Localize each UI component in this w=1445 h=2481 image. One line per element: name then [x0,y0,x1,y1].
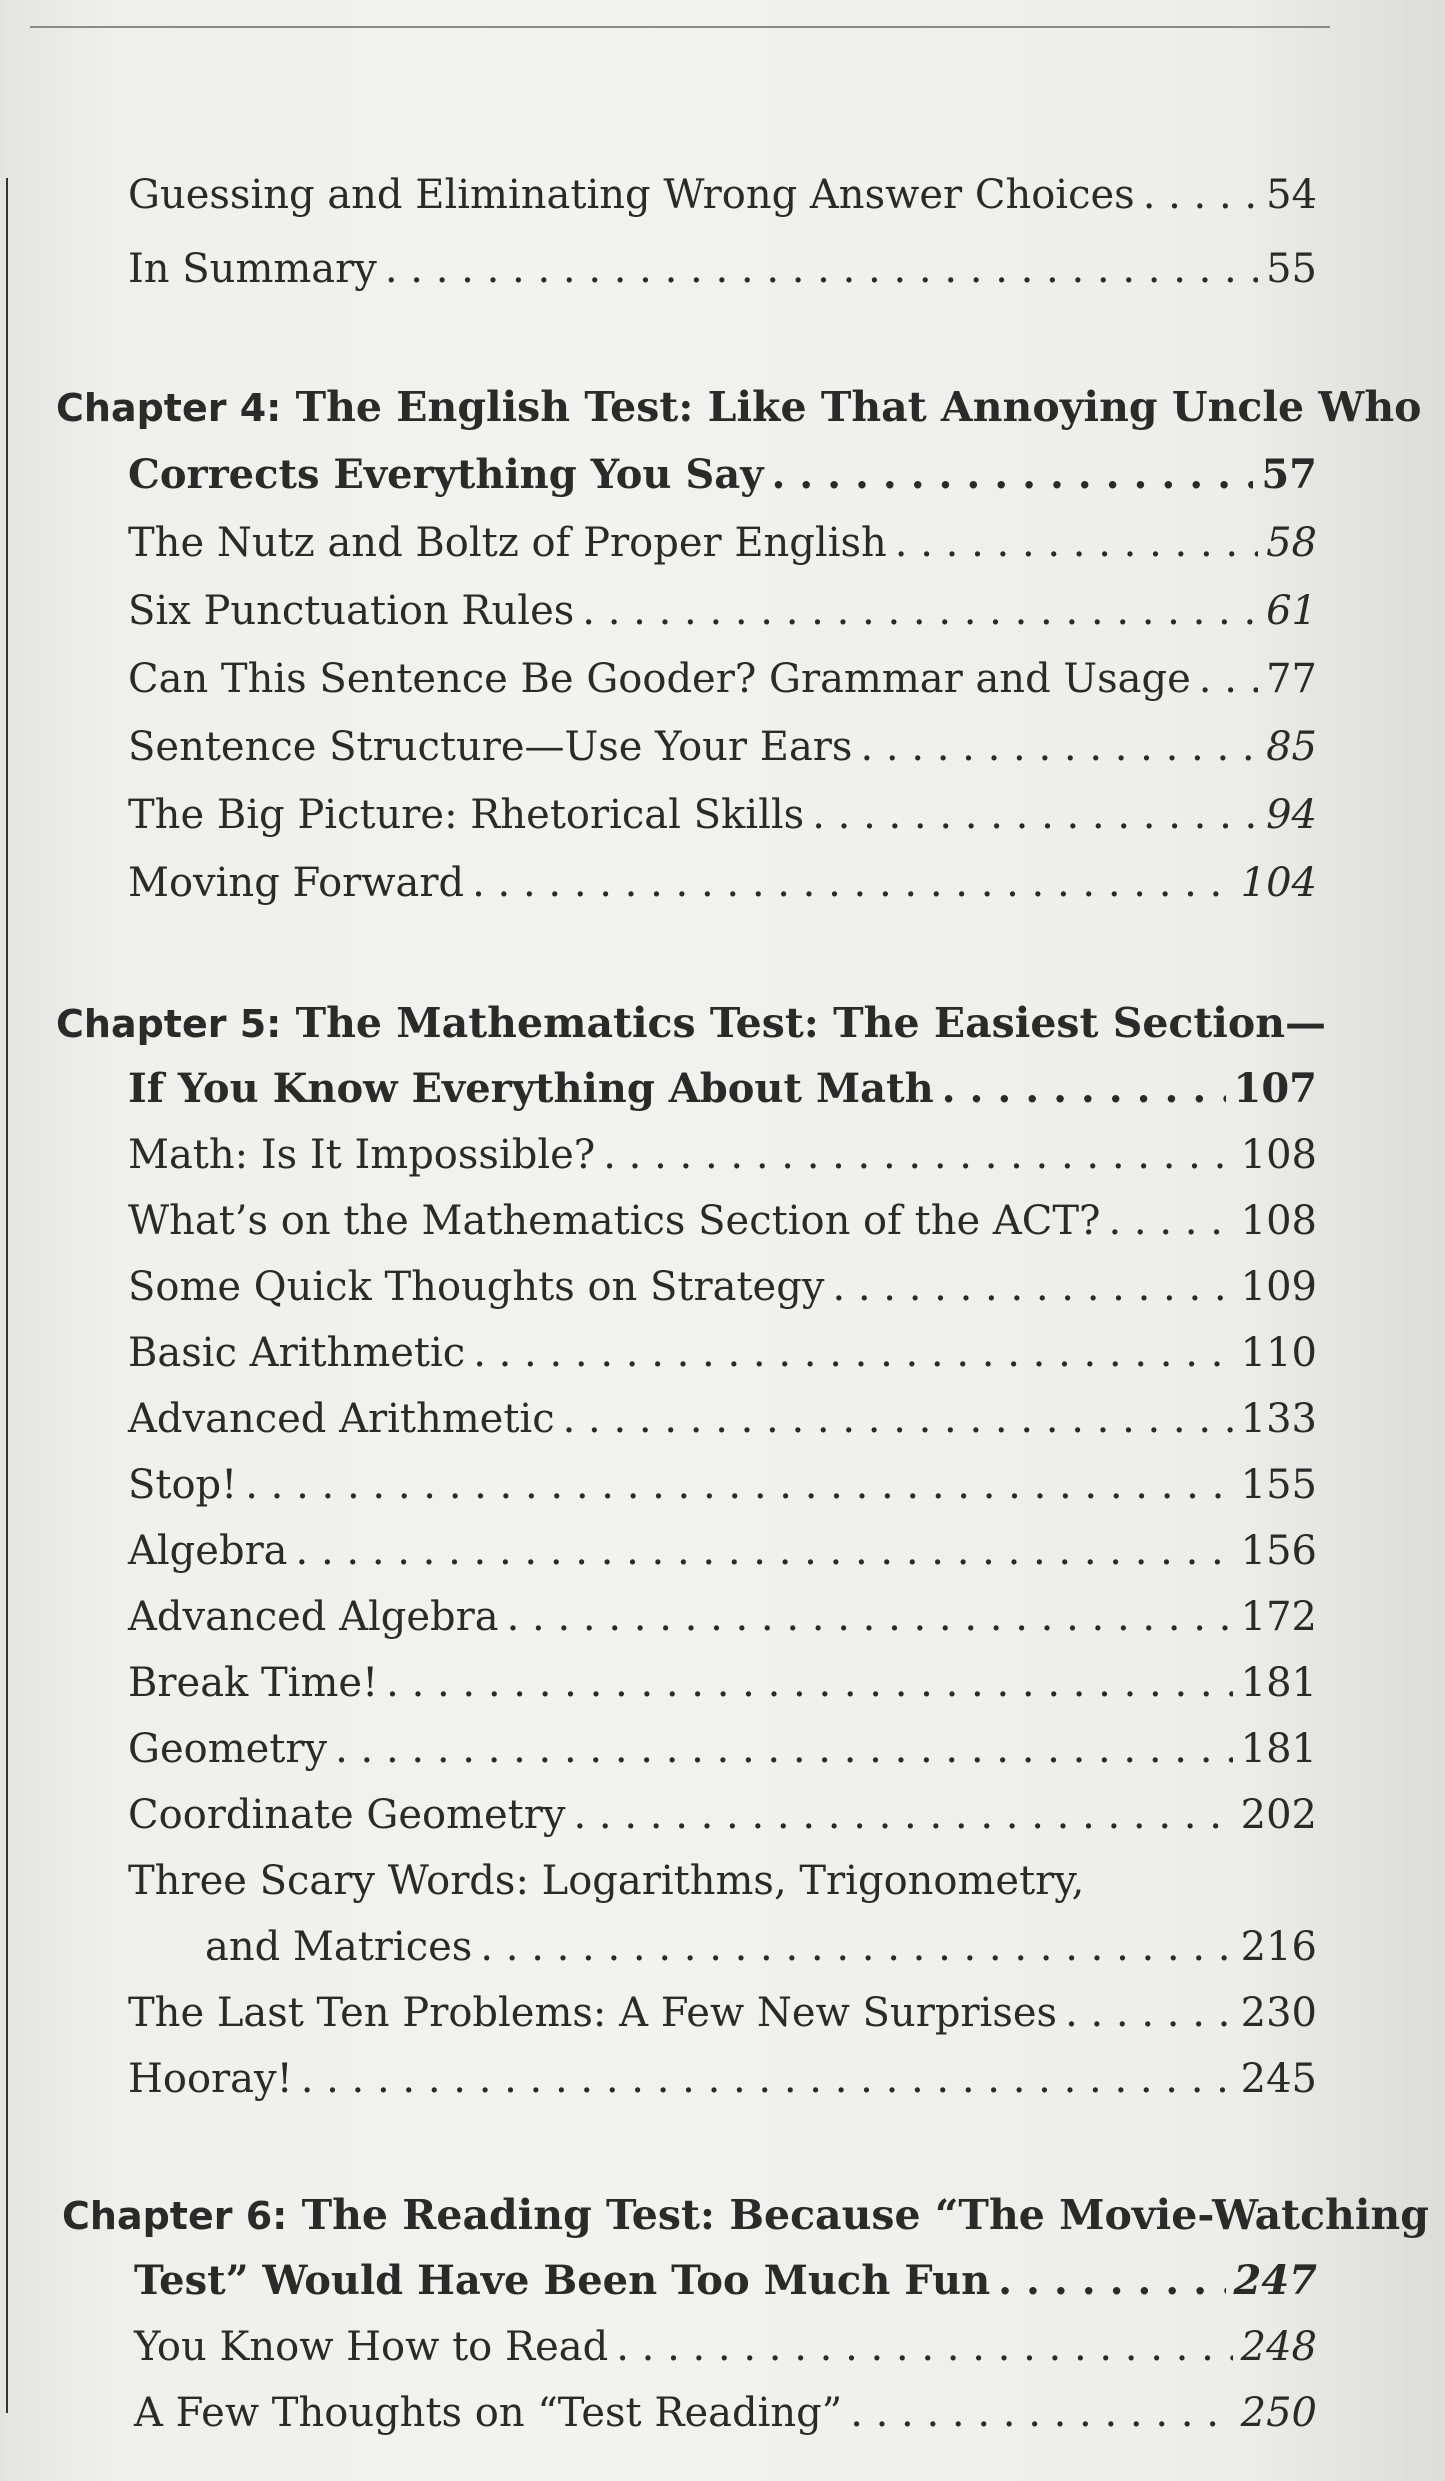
entry-page: 77 [1266,656,1317,702]
toc-entry [205,1922,1317,1972]
dot-leader [507,1592,1233,1642]
entry-title: Hooray! [128,2056,293,2102]
toc-entry [128,858,1317,908]
entry-page: 61 [1266,588,1317,634]
chapter-title-continued [134,2256,1317,2306]
dot-leader [335,1724,1233,1774]
entry-page: 54 [1266,172,1317,218]
dot-leader [1108,1196,1232,1246]
toc-entry [128,518,1317,568]
chapter-title-continued [128,450,1317,500]
dot-leader [616,2322,1232,2372]
chapter-title-line2: Corrects Everything You Say [128,451,764,498]
entry-title: Math: Is It Impossible? [128,1132,596,1178]
entry-page: 181 [1240,1726,1317,1772]
chapter-title-line2: Test” Would Have Been Too Much Fun [134,2257,991,2304]
chapter-number: Chapter 5: [56,1002,282,1046]
chapter-heading [56,382,1422,433]
entry-page: 55 [1266,246,1317,292]
toc-entry [128,1592,1317,1642]
entry-page: 57 [1261,451,1317,498]
entry-page: 109 [1240,1264,1317,1310]
entry-page: 172 [1240,1594,1317,1640]
entry-title: Moving Forward [128,860,465,906]
toc-entry-line1: Three Scary Words: Logarithms, Trigonometry, [128,1858,1085,1904]
dot-leader [771,450,1253,500]
toc-entry [134,2322,1317,2372]
toc-entry [134,2388,1317,2438]
entry-title: The Last Ten Problems: A Few New Surprises [128,1990,1058,2036]
dot-leader [386,1658,1233,1708]
entry-page: 216 [1240,1924,1317,1970]
entry-title: Six Punctuation Rules [128,588,575,634]
dot-leader [573,1790,1232,1840]
entry-page: 230 [1240,1990,1317,2036]
entry-page: 107 [1233,1065,1317,1112]
dot-leader [472,858,1233,908]
entry-page: 247 [1233,2257,1317,2304]
dot-leader [296,1526,1233,1576]
toc-entry [128,2054,1317,2104]
dot-leader [850,2388,1232,2438]
dot-leader [385,244,1258,294]
toc-entry [128,1988,1317,2038]
entry-page: 250 [1240,2390,1317,2436]
dot-leader [812,790,1258,840]
dot-leader [860,722,1258,772]
chapter-heading [62,2190,1429,2241]
dot-leader [895,518,1258,568]
entry-title: Geometry [128,1726,328,1772]
entry-page: 156 [1240,1528,1317,1574]
toc-entry [128,1724,1317,1774]
entry-page: 181 [1240,1660,1317,1706]
entry-title: Can This Sentence Be Gooder? Grammar and Usage [128,656,1191,702]
dot-leader [998,2256,1225,2306]
entry-page: 108 [1240,1198,1317,1244]
entry-title: Stop! [128,1462,238,1508]
entry-page: 202 [1240,1792,1317,1838]
toc-entry [128,722,1317,772]
toc-entry [128,1526,1317,1576]
entry-title: Algebra [128,1528,288,1574]
toc-entry [128,1328,1317,1378]
entry-page: 108 [1240,1132,1317,1178]
entry-title: A Few Thoughts on “Test Reading” [134,2390,843,2436]
entry-title: Break Time! [128,1660,379,1706]
entry-page: 245 [1240,2056,1317,2102]
dot-leader [473,1328,1232,1378]
entry-title: and Matrices [205,1924,473,1970]
entry-title: What’s on the Mathematics Section of the ACT? [128,1198,1101,1244]
toc-entry [128,1130,1317,1180]
toc-entry [128,1790,1317,1840]
toc-entry [128,1394,1317,1444]
toc-entry [128,586,1317,636]
dot-leader [603,1130,1232,1180]
chapter-title: The English Test: Like That Annoying Uncle Who [295,383,1422,431]
entry-title: Advanced Arithmetic [128,1396,555,1442]
toc-entry [128,1196,1317,1246]
dot-leader [832,1262,1232,1312]
entry-title: Some Quick Thoughts on Strategy [128,1264,825,1310]
entry-title: The Nutz and Boltz of Proper English [128,520,887,566]
chapter-title-continued [128,1064,1317,1114]
entry-title: The Big Picture: Rhetorical Skills [128,792,805,838]
entry-title: In Summary [128,246,377,292]
chapter-title-line2: If You Know Everything About Math [128,1065,934,1112]
toc-entry [128,1262,1317,1312]
dot-leader [942,1064,1226,1114]
chapter-title: The Reading Test: Because “The Movie-Watching [301,2191,1429,2239]
entry-title: You Know How to Read [134,2324,609,2370]
entry-page: 94 [1266,792,1317,838]
entry-page: 58 [1266,520,1317,566]
entry-page: 104 [1240,860,1317,906]
chapter-heading [56,998,1327,1049]
dot-leader [1199,654,1258,704]
toc-entry [128,1460,1317,1510]
entry-page: 133 [1240,1396,1317,1442]
entry-page: 155 [1240,1462,1317,1508]
dot-leader [563,1394,1233,1444]
dot-leader [1065,1988,1233,2038]
chapter-number: Chapter 4: [56,386,282,430]
entry-page: 248 [1240,2324,1317,2370]
toc-entry [128,170,1317,220]
entry-title: Guessing and Eliminating Wrong Answer Choices [128,172,1135,218]
entry-title: Basic Arithmetic [128,1330,466,1376]
entry-title: Advanced Algebra [128,1594,499,1640]
toc-entry [128,1658,1317,1708]
dot-leader [301,2054,1233,2104]
entry-page: 85 [1266,724,1317,770]
chapter-number: Chapter 6: [62,2194,288,2238]
entry-title: Coordinate Geometry [128,1792,566,1838]
dot-leader [1143,170,1258,220]
entry-page: 110 [1240,1330,1317,1376]
dot-leader [245,1460,1232,1510]
chapter-title: The Mathematics Test: The Easiest Section— [295,999,1327,1047]
entry-title: Sentence Structure—Use Your Ears [128,724,853,770]
toc-entry [128,790,1317,840]
dot-leader [582,586,1258,636]
dot-leader [480,1922,1232,1972]
toc-entry [128,654,1317,704]
toc-entry [128,244,1317,294]
